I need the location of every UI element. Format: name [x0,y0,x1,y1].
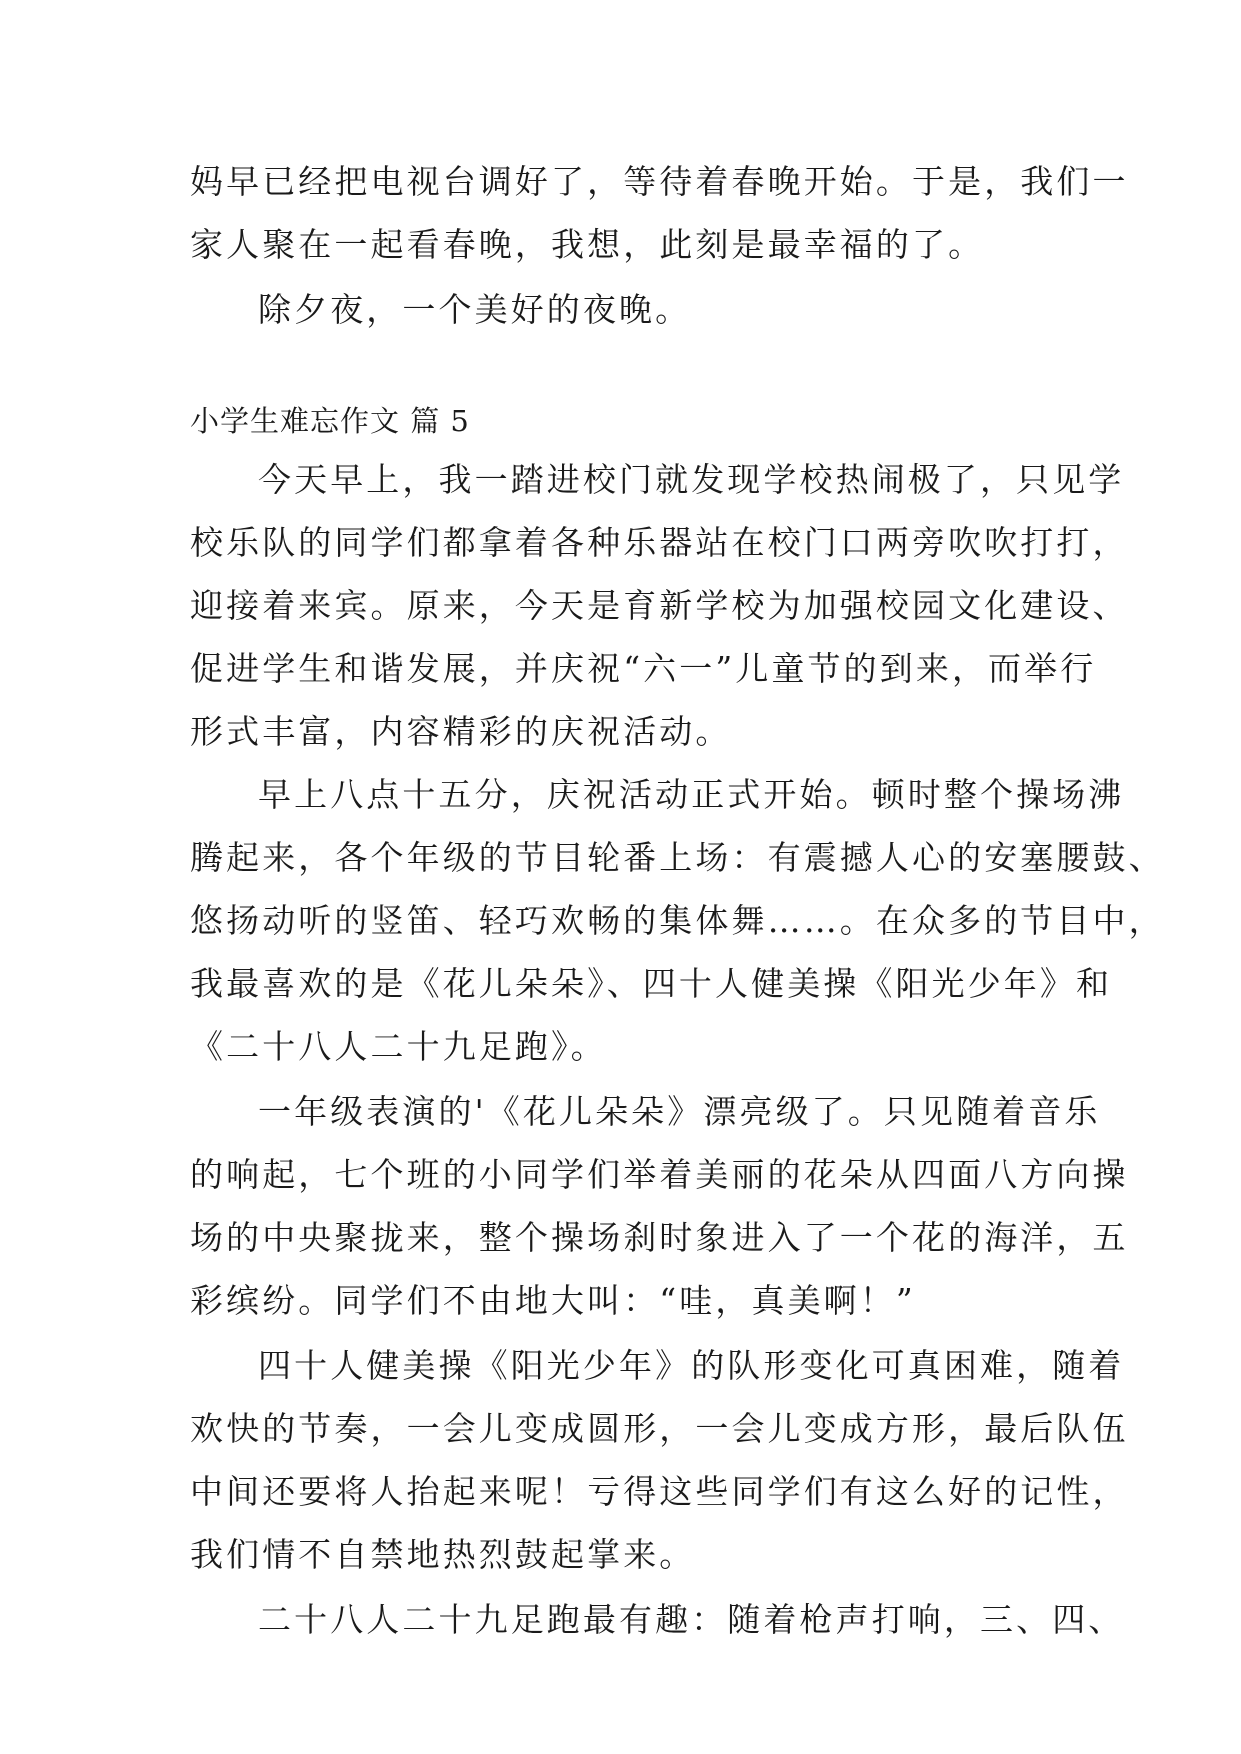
paragraph-line: 二十八人二十九足跑最有趣：随着枪声打响，三、四、 [258,1600,1125,1639]
paragraph-line: 腾起来，各个年级的节目轮番上场：有震撼人心的安塞腰鼓、 [190,838,1165,877]
paragraph-line: 一年级表演的'《花儿朵朵》漂亮级了。只见随着音乐 [258,1092,1101,1131]
paragraph-line: 彩缤纷。同学们不由地大叫：“哇，真美啊！” [190,1281,916,1320]
paragraph-line: 妈早已经把电视台调好了，等待着春晚开始。于是，我们一 [190,162,1129,201]
paragraph-line: 迎接着来宾。原来，今天是育新学校为加强校园文化建设、 [190,586,1129,625]
paragraph-line: 今天早上，我一踏进校门就发现学校热闹极了，只见学 [258,460,1125,499]
paragraph-line: 中间还要将人抬起来呢！亏得这些同学们有这么好的记性， [190,1472,1129,1511]
paragraph-line: 校乐队的同学们都拿着各种乐器站在校门口两旁吹吹打打， [190,523,1129,562]
paragraph-line: 的响起，七个班的小同学们举着美丽的花朵从四面八方向操 [190,1155,1129,1194]
paragraph-line: 《二十八人二十九足跑》。 [190,1027,607,1066]
paragraph-line: 形式丰富，内容精彩的庆祝活动。 [190,712,732,751]
paragraph-line: 四十人健美操《阳光少年》的队形变化可真困难，随着 [258,1346,1125,1385]
paragraph-line: 早上八点十五分，庆祝活动正式开始。顿时整个操场沸 [258,775,1125,814]
paragraph-line: 我们情不自禁地热烈鼓起掌来。 [190,1535,696,1574]
paragraph-line: 促进学生和谐发展，并庆祝“六一”儿童节的到来，而举行 [190,649,1097,688]
paragraph-line: 悠扬动听的竖笛、轻巧欢畅的集体舞……。在众多的节目中， [190,901,1165,940]
paragraph-line: 家人聚在一起看春晚，我想，此刻是最幸福的了。 [190,225,985,264]
paragraph-line: 场的中央聚拢来，整个操场刹时象进入了一个花的海洋，五 [190,1218,1129,1257]
paragraph-line: 除夕夜，一个美好的夜晚。 [258,290,692,329]
paragraph-line: 我最喜欢的是《花儿朵朵》、四十人健美操《阳光少年》和 [190,964,1113,1003]
paragraph-line: 欢快的节奏，一会儿变成圆形，一会儿变成方形，最后队伍 [190,1409,1129,1448]
section-heading: 小学生难忘作文 篇 5 [190,404,470,438]
